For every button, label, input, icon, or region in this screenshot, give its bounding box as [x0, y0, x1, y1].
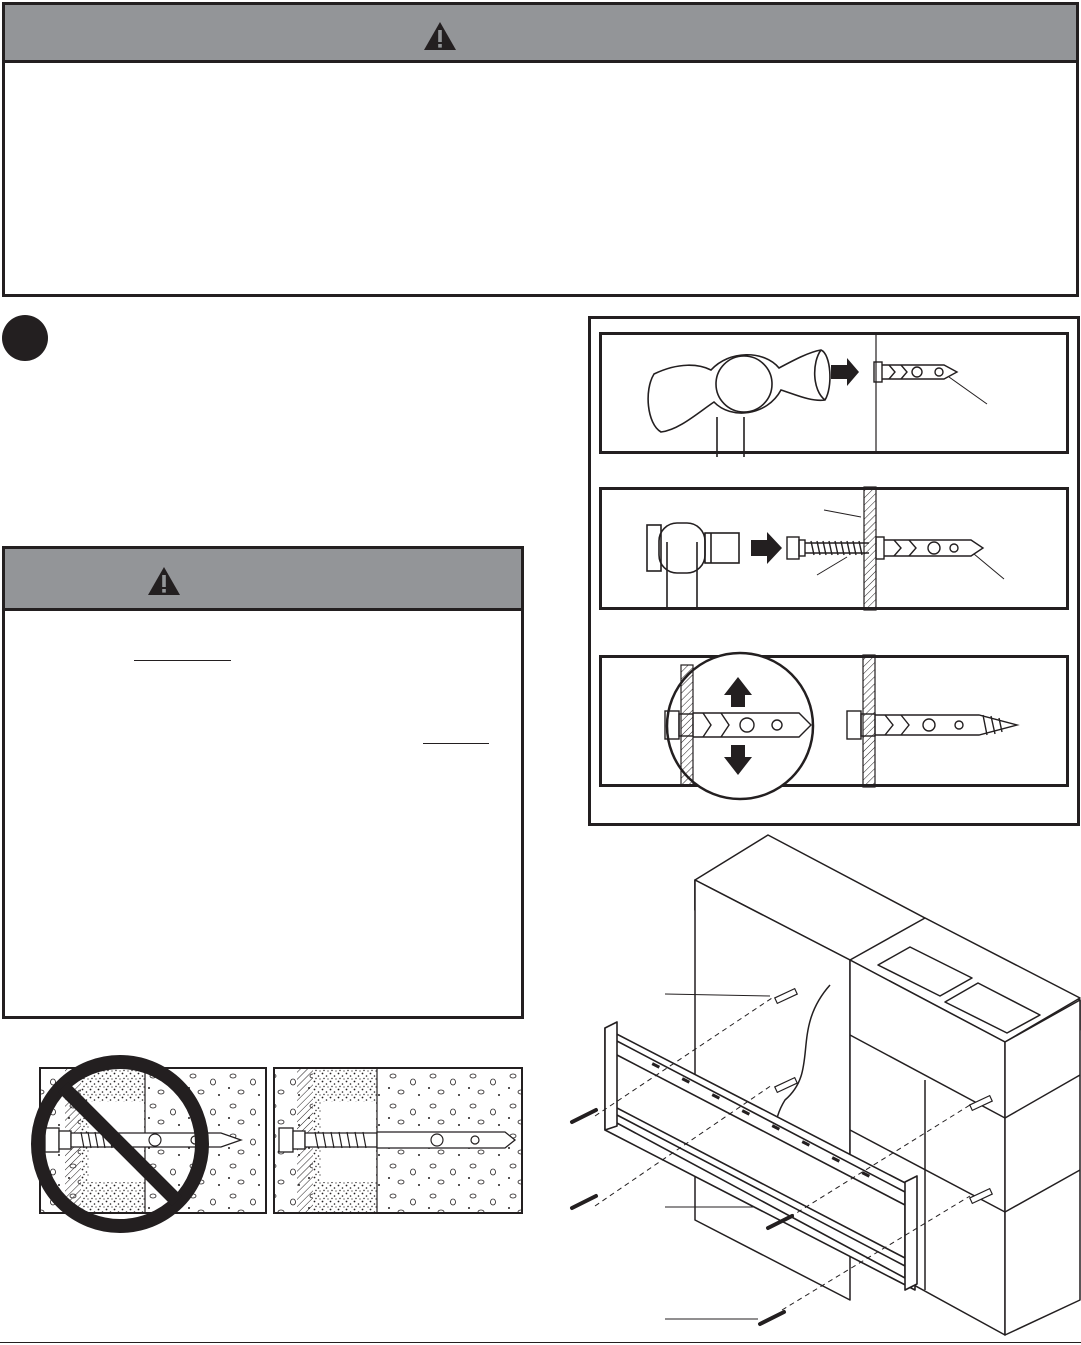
- correct-anchor-panel: [274, 1068, 522, 1213]
- hammer-illustration: [599, 332, 1069, 454]
- side-warning-header: [5, 549, 521, 611]
- top-warning-header: [5, 5, 1076, 63]
- socket-wrench-illustration: [599, 487, 1069, 610]
- top-warning-box: [2, 2, 1079, 297]
- panel-anchor-expanded: [599, 655, 1069, 787]
- underline-mark-2: [423, 743, 489, 744]
- expanded-anchor-illustration: [599, 655, 1069, 787]
- panel-hammer-anchor: [599, 332, 1069, 454]
- step-circle-marker: [2, 315, 48, 361]
- anchor-install-steps-figure: [588, 316, 1080, 826]
- warning-triangle-icon: [423, 21, 457, 51]
- incorrect-anchor-panel: [38, 1062, 266, 1226]
- side-warning-box: [2, 546, 524, 1019]
- anchor-comparison-figure: [25, 1040, 525, 1230]
- warning-triangle-icon: [147, 566, 181, 596]
- wall-plate-assembly-figure: [560, 830, 1080, 1340]
- underline-mark-1: [134, 660, 231, 661]
- footer-rule: [0, 1342, 1081, 1343]
- panel-drive-lag-bolt: [599, 487, 1069, 610]
